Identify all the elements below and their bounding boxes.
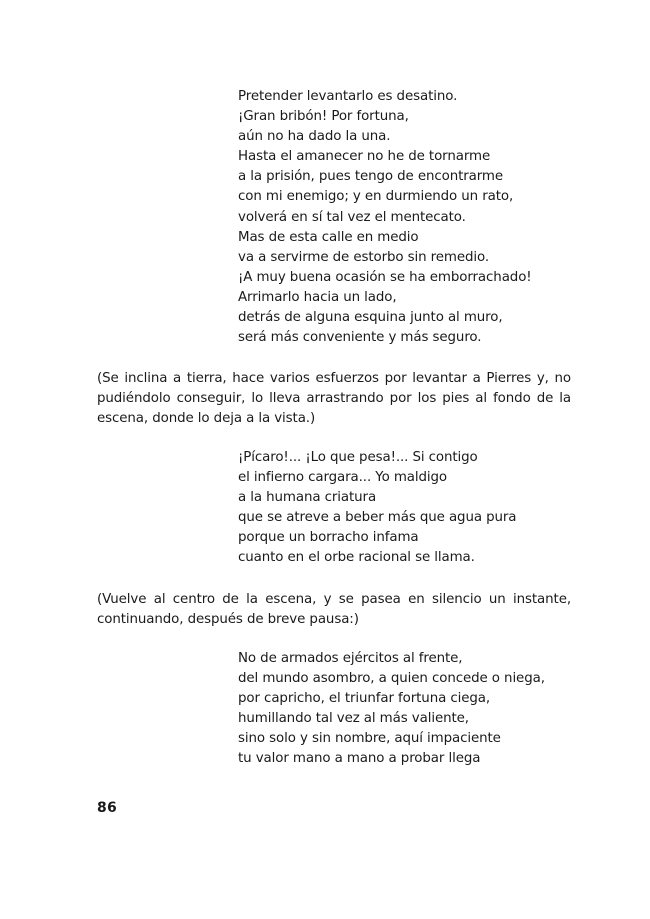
verse-line: ¡Pícaro!... ¡Lo que pesa!... Si contigo: [238, 450, 478, 465]
verse-line: ¡A muy buena ocasión se ha emborrachado!: [238, 269, 532, 285]
verse-line: Hasta el amanecer no he de tornarme: [238, 149, 491, 165]
verse-line: será más conveniente y más seguro.: [238, 330, 482, 346]
verse-block-3: [238, 649, 545, 770]
verse-line: a la humana criatura: [238, 490, 377, 506]
verse-line: aún no ha dado la una.: [238, 129, 391, 145]
page-number: 86: [97, 800, 118, 816]
verse-line: que se atreve a beber más que agua pura: [238, 510, 517, 526]
verse-line: detrás de alguna esquina junto al muro,: [238, 310, 503, 326]
verse-block-1: [238, 87, 532, 348]
verse-line: va a servirme de estorbo sin remedio.: [238, 249, 490, 265]
verse-line: sino solo y sin nombre, aquí impaciente: [238, 731, 501, 747]
verse-line: cuanto en el orbe racional se llama.: [238, 550, 475, 566]
verse-line: Mas de esta calle en medio: [238, 229, 419, 245]
verse-line: Pretender levantarlo es desatino.: [238, 89, 458, 104]
verse-line: volverá en sí tal vez el mentecato.: [238, 209, 466, 225]
verse-line: por capricho, el triunfar fortuna ciega,: [238, 691, 491, 707]
verse-line: tu valor mano a mano a probar llega: [238, 751, 481, 767]
verse-line: porque un borracho infama: [238, 530, 419, 546]
verse-line: con mi enemigo; y en durmiendo un rato,: [238, 189, 514, 205]
verse-line: el infierno cargara... Yo maldigo: [238, 470, 448, 486]
verse-line: Arrimarlo hacia un lado,: [238, 289, 397, 305]
verse-line: No de armados ejércitos al frente,: [238, 651, 463, 666]
stage-direction-2: (Vuelve al centro de la escena, y se pasea en silencio un instante, continuando, después de breve pausa:): [97, 592, 571, 628]
verse-line: humillando tal vez al más valiente,: [238, 711, 469, 727]
verse-line: a la prisión, pues tengo de encontrarme: [238, 169, 504, 185]
stage-direction-1: (Se inclina a tierra, hace varios esfuerzos por levantar a Pierres y, no pudiéndolo conseguir, lo lleva arrastrando por los pies al fondo de la escena, donde lo deja a la vista.): [97, 371, 571, 427]
verse-block-2: [238, 448, 516, 569]
verse-line: ¡Gran bribón! Por fortuna,: [238, 109, 409, 125]
verse-line: del mundo asombro, a quien concede o niega,: [238, 671, 545, 687]
